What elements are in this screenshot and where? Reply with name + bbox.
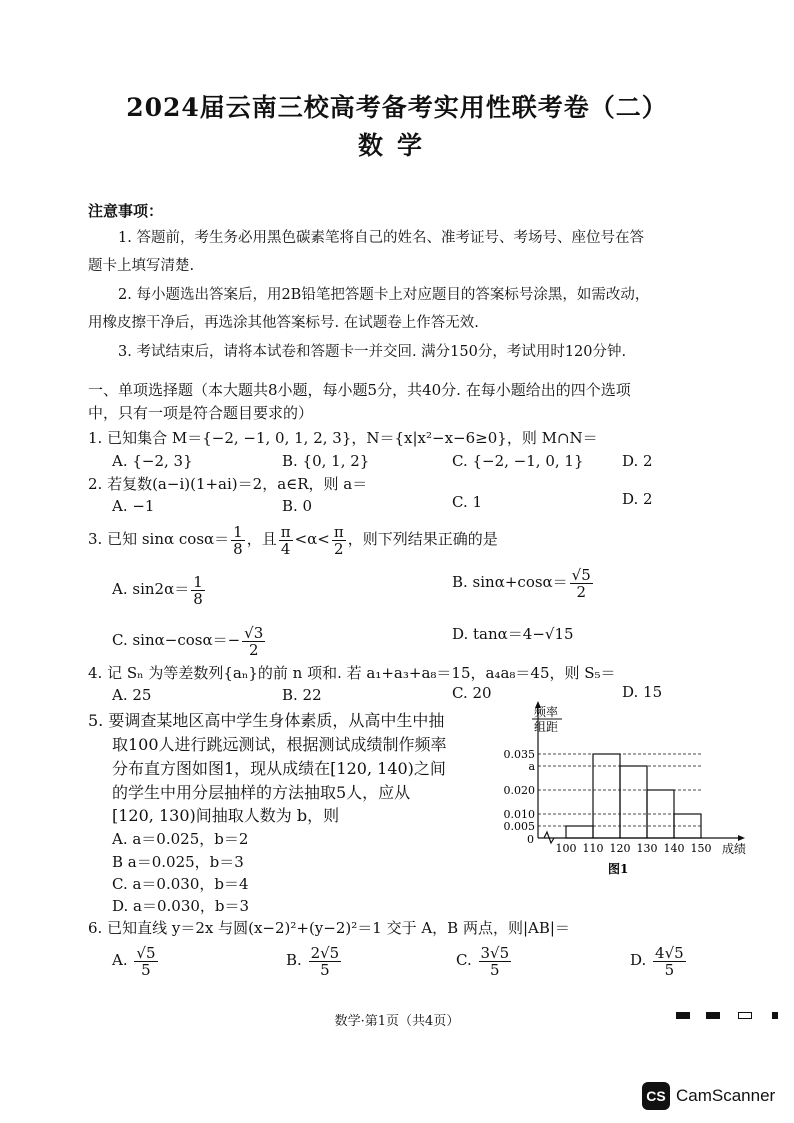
question-4-stem: 4. 记 Sₙ 为等差数列{aₙ}的前 n 项和. 若 a₁+a₃+a₈＝15，a₄a₈＝45，则 S₅＝ xyxy=(88,664,616,682)
q3-option-c: C. sinα−cosα＝− $\frac{√3}{2}$ xyxy=(112,623,264,659)
y-tick-label: a xyxy=(528,760,535,773)
question-5-stem: 的学生中用分层抽样的方法抽取5人，应从 xyxy=(112,783,411,802)
y-tick-label: 0.005 xyxy=(503,820,535,833)
note-line: 1. 答题前，考生务必用黑色碳素笔将自己的姓名、准考证号、考场号、座位号在答 xyxy=(118,230,644,246)
q3-fraction: $\frac{1}{8}$ xyxy=(233,522,243,558)
q6-option-d: D. $\frac{4√5}{5}$ xyxy=(630,943,684,979)
q5-option-d: D. a＝0.030，b＝3 xyxy=(112,897,250,915)
note-line: 2. 每小题选出答案后，用2B铅笔把答题卡上对应题目的答案标号涂黑，如需改动， xyxy=(118,287,650,303)
histogram-bar xyxy=(566,826,593,838)
q5-option-a: A. a＝0.025，b＝2 xyxy=(112,830,249,848)
q4-option-c: C. 20 xyxy=(452,684,492,702)
question-3-stem: 3. 已知 sinα cosα＝ $\frac{1}{8}$ ，且 $\frac{\pi}{4}$ <α< $\frac{\pi}{2}$ ，则下列结果正确的是 xyxy=(88,522,498,558)
note-line: 用橡皮擦干净后，再选涂其他答案标号. 在试题卷上作答无效. xyxy=(88,315,479,331)
q4-option-d: D. 15 xyxy=(622,683,663,701)
question-5-stem: 取100人进行跳远测试，根据测试成绩制作频率 xyxy=(112,735,447,754)
y-tick-label: 0.010 xyxy=(503,808,535,821)
exam-title: 2024届云南三校高考备考实用性联考卷（二） xyxy=(126,93,668,122)
q3-option-d: D. tanα＝4−√15 xyxy=(452,625,574,643)
chart-caption: 图1 xyxy=(608,862,629,876)
camscanner-text: CamScanner xyxy=(676,1086,776,1105)
question-5-stem: [120, 130)间抽取人数为 b，则 xyxy=(112,806,340,825)
q4-option-b: B. 22 xyxy=(282,686,322,704)
note-line: 3. 考试结束后，请将本试卷和答题卡一并交回. 满分150分，考试用时120分钟. xyxy=(118,344,627,360)
q1-option-a: A. {−2, 3} xyxy=(112,452,193,470)
q1-option-c: C. {−2, −1, 0, 1} xyxy=(452,452,584,470)
registration-mark xyxy=(706,1012,720,1019)
q1-option-d: D. 2 xyxy=(622,452,653,470)
q2-option-d: D. 2 xyxy=(622,490,653,508)
question-5-stem: 5. 要调查某地区高中学生身体素质，从高中生中抽 xyxy=(88,711,445,730)
q5-option-b: B a＝0.025，b＝3 xyxy=(112,853,244,871)
x-tick-label: 150 xyxy=(690,842,712,855)
x-axis-arrow-icon xyxy=(738,835,745,841)
q4-option-a: A. 25 xyxy=(112,686,152,704)
section-heading: 一、单项选择题（本大题共8小题，每小题5分，共40分. 在每小题给出的四个选项 xyxy=(88,381,631,399)
q3-option-a: A. sin2α＝ $\frac{1}{8}$ xyxy=(112,572,203,608)
origin-label: 0 xyxy=(527,833,534,846)
q6-option-c: C. $\frac{3√5}{5}$ xyxy=(456,943,510,979)
q1-option-b: B. {0, 1, 2} xyxy=(282,452,370,470)
registration-mark xyxy=(772,1012,778,1019)
note-line: 题卡上填写清楚. xyxy=(88,258,195,274)
histogram-bar xyxy=(593,754,620,838)
x-tick-label: 120 xyxy=(609,842,631,855)
y-tick-label: 0.035 xyxy=(503,748,535,761)
section-heading-cont: 中，只有一项是符合题目要求的） xyxy=(88,404,314,422)
question-2-stem: 2. 若复数(a−i)(1+ai)＝2，a∈R，则 a＝ xyxy=(88,475,368,493)
y-axis-label-bottom: 组距 xyxy=(534,720,559,734)
q2-option-a: A. −1 xyxy=(112,497,155,515)
q3-stem-pre: 3. 已知 sinα cosα＝ xyxy=(88,530,230,548)
answer-sheet-marks xyxy=(676,1010,786,1022)
q5-option-c: C. a＝0.030，b＝4 xyxy=(112,875,249,893)
x-axis-label: 成绩 xyxy=(722,842,747,856)
camscanner-logo-icon: CS xyxy=(642,1082,670,1110)
question-6-stem: 6. 已知直线 y＝2x 与圆(x−2)²+(y−2)²＝1 交于 A，B 两点，则|AB|＝ xyxy=(88,919,570,937)
histogram-chart xyxy=(488,700,758,880)
y-tick-label: 0.020 xyxy=(503,784,535,797)
camscanner-watermark xyxy=(642,1081,775,1111)
q3-fraction: $\frac{\pi}{2}$ xyxy=(333,522,344,558)
notes-heading: 注意事项： xyxy=(88,202,164,220)
question-1-stem: 1. 已知集合 M＝{−2, −1, 0, 1, 2, 3}，N＝{x|x²−x−6≥0}，则 M∩N＝ xyxy=(88,429,598,447)
x-tick-label: 140 xyxy=(663,842,685,855)
subject-title: 数学 xyxy=(357,131,436,160)
q3-fraction: $\frac{\pi}{4}$ xyxy=(280,522,291,558)
page-footer: 数学·第1页（共4页） xyxy=(334,1014,460,1029)
registration-mark xyxy=(738,1012,752,1019)
histogram-bar xyxy=(620,766,647,838)
registration-mark xyxy=(676,1012,690,1019)
q2-option-c: C. 1 xyxy=(452,493,483,511)
q2-option-b: B. 0 xyxy=(282,497,313,515)
y-axis-label-top: 频率 xyxy=(534,705,559,719)
q6-option-b: B. $\frac{2√5}{5}$ xyxy=(286,943,340,979)
x-tick-label: 100 xyxy=(555,842,577,855)
x-tick-label: 130 xyxy=(636,842,658,855)
q3-option-b: B. sinα+cosα＝ $\frac{√5}{2}$ xyxy=(452,565,591,601)
x-tick-label: 110 xyxy=(582,842,604,855)
question-5-stem: 分布直方图如图1，现从成绩在[120, 140)之间 xyxy=(112,759,446,778)
q6-option-a: A. $\frac{√5}{5}$ xyxy=(112,943,156,979)
